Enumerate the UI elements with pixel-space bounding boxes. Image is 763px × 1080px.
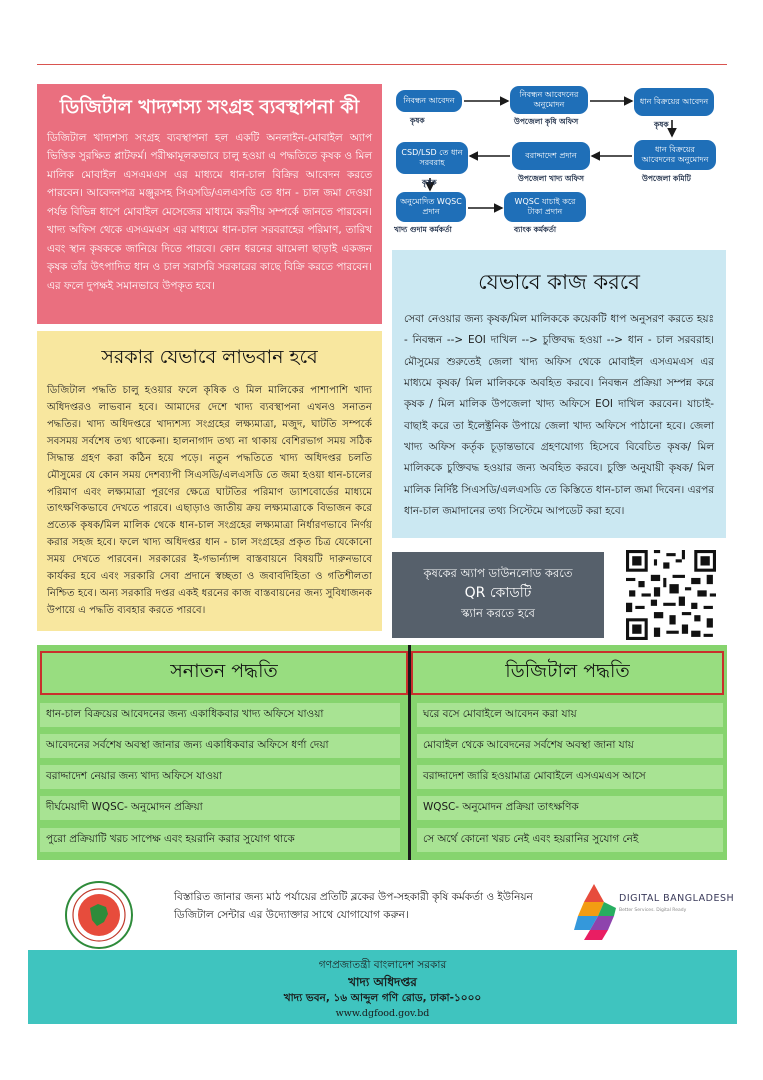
address: খাদ্য ভবন, ১৬ আব্দুল গণি রোড, ঢাকা-১০০০ (283, 992, 482, 1005)
how-it-works-body: সেবা নেওয়ার জন্য কৃষক/মিল মালিককে কয়েকটি ধাপ অনুসরণ করতে হয়ঃ - নিবন্ধন --> EOI দাখিল --> চুক্তিবদ্ধ হওয়া --> ধান - চাল সরবরাহ। মৌসুমের শুরুতেই জেলা খাদ্য অফিস থেকে মোবাইল এসএমএস এর মাধ্যমে কৃষক/ মিল মালিককে অবহিত করবে। নিবন্ধন প্রক্রিয়া সম্পন্ন করে কৃষক / মিল মালিক উপজেলা খাদ্য অফিসে EOI দাখিল করবেন। যাচাই-বাছাই করে তা ইলেক্ট্রনিক উপায়ে জেলা খাদ্য অফিসে পাঠানো হবে। জেলা খাদ্য অফিস কর্তৃক চূড়ান্তভাবে গ্রহণযোগ্য হিসেবে বিবেচিত কৃষক/ মিল মালিককে চুক্তিবদ্ধ হওয়ার জন্য অবহিত করবে। চুক্তি অনুযায়ী কৃষক/ মিল মালিক নির্দিষ্ট সিএসডি/এলএসডি তে কিস্তিতে ধান-চাল জমা দিবেন। এরপর ধান-চাল জমাদানের তথ্য সিস্টেমে আপডেট করা হবে। (404, 313, 714, 517)
comparison-table (37, 645, 727, 860)
govt-benefit-body: ডিজিটাল পদ্ধতি চালু হওয়ার ফলে কৃষিক ও মিল মালিকের পাশাপাশি খাদ্য অধিদপ্তরও লাভবান হবে। আমাদের দেশে খাদ্য ব্যবস্থাপনা এখনও সনাতন পদ্ধতির। খাদ্য অধিদপ্তরে খাদ্যশস্য সংগ্রহের লক্ষ্যমাত্রা, মজুদ, ঘাটতি সম্পর্কে সবসময় সর্বশেষ তথ্য থাকেনা। হালনাগাদ তথ্য না থাকায় বেশিরভাগ সময় সঠিক সিদ্ধান্ত গ্রহণ করা কঠিন হয়ে পড়ে। নতুন পদ্ধতিতে খাদ্য অধিদপ্তর চলতি মৌসুমের যে কোন সময় দেশব্যাপী সিএসডি/এলএসডি তে জমা হওয়া ধান-চালের পরিমাণ এবং লক্ষ্যমাত্রা পূরণের ক্ষেত্রে ঘাটতির পরিমাণ ড্যাশবোর্ডের মাধ্যমে তাৎক্ষণিকভাবে দেখতে পারবে। এছাড়াও জাতীয় ক্রয় লক্ষ্যমাত্রাকে বিভাজন করে প্রত্যেক কৃষক/মিল মালিক থেকে ধান-চাল সংগ্রহের লক্ষ্যমাত্রা নির্ধারণভাবে নির্ণয় করার সহজ হবে। ফলে খাদ্য অধিদপ্তর ধান - চাল সংগ্রহের প্রকৃত চিত্র যেকোনো সময় দেখতে পারবেন। সরকারের ই-গভার্ন্যান্স বাস্তবায়নে বিষয়টি দারুনভাবে কার্যকর হবে এবং সরকারি সেবা প্রদানে স্বচ্ছতা ও জবাবদিহিতা ও গতিশীলতা নিশ্চিত হবে। অন্য সরকারি দপ্তর একই ধরনের কাজ বাস্তবায়নের জন্য সুবিধাজনক উপায়ে এ পদ্ধতি ব্যবহার করতে পারবে। (47, 385, 372, 616)
what-is-body: ডিজিটাল খাদ্যশস্য সংগ্রহ ব্যবস্থাপনা হল একটি অনলাইন-মোবাইল অ্যাপ ভিত্তিক সুরক্ষিত প্লাটফর্ম। পরীক্ষামূলকভাবে চালু হওয়া এ পদ্ধতিতে কৃষক ও মিল মালিক মোবাইল এসএমএস এর মাধ্যমে ধান-চাল বিক্রির আবেদন করতে পারবেন। আবেদনপত্র মঞ্জুরসহ সিএসডি/এলএসডি তে ধান - চাল জমা দেওয়া পর্যন্ত বিভিন্ন ধাপে মোবাইল মেসেজের মাধ্যমে করণীয় সম্পর্কে জানতে পারবেন। খাদ্য অফিস থেকে এসএমএস এর মাধ্যমে ধান-চাল সরবরাহের পরিমাণ, তারিখ এবং স্থান কৃষককে জানিয়ে দিতে পারবে। কোন ধরনের ঝামেলা ছাড়াই একজন কৃষক তাঁর উৎপাদিত ধান ও চাল সরাসরি সরকারের কাছে বিক্রি করতে পারবেন। এর ফলে দুপক্ষই সমানভাবে উপকৃত হবে। (47, 131, 372, 292)
flow-label-farmer-1: কৃষক (410, 116, 425, 125)
digital-row: সে অর্থে কোনো খরচ নেই এবং হয়রানির সুযোগ নেই (417, 828, 723, 852)
flow-step-registration-approval: নিবন্ধন আবেদনের অনুমোদন (510, 86, 588, 114)
digital-row: WQSC- অনুমোদন প্রক্রিয়া তাৎক্ষণিক (417, 796, 723, 820)
flow-step-sale-approval: ধান বিক্রয়ের আবেদনের অনুমোদন (634, 140, 716, 170)
flow-label-farmer-3: কৃষক (422, 178, 437, 187)
top-divider (37, 64, 727, 65)
process-flow-diagram (392, 84, 726, 236)
govt-benefit-section (37, 331, 382, 631)
flow-step-allocation: বরাদ্দাদেশ প্রদান (512, 142, 590, 170)
digital-row: মোবাইল থেকে আবেদনের সর্বশেষ অবস্থা জানা যায় (417, 734, 723, 758)
flow-step-wqsc-issue: অনুমোদিত WQSC প্রদান (396, 192, 466, 222)
how-it-works-title: যেভাবে কাজ করবে (478, 270, 640, 294)
digital-method-title: ডিজিটাল পদ্ধতি (411, 651, 724, 695)
qr-code-icon[interactable] (616, 550, 726, 640)
digital-row: বরাদ্দাদেশ জারি হওয়ামাত্র মোবাইলে এসএমএস আসে (417, 765, 723, 789)
flow-step-wqsc-payment: WQSC যাচাই করে টাকা প্রদান (504, 192, 586, 222)
traditional-row: বরাদ্দাদেশ নেয়ার জন্য খাদ্য অফিসে যাওয়া (40, 765, 400, 789)
contact-note: বিস্তারিত জানার জন্য মাঠ পর্যায়ের প্রতিটি ব্লকের উপ-সহকারী কৃষি কর্মকর্তা ও ইউনিয়ন ডিজিটাল সেন্টার এর উদ্যোক্তার সাথে যোগাযোগ করুন। (174, 891, 533, 922)
what-is-section (37, 84, 382, 324)
govt-name: গণপ্রজাতন্ত্রী বাংলাদেশ সরকার (318, 959, 447, 971)
flow-label-agri-office: উপজেলা কৃষি অফিস (514, 117, 579, 126)
digital-bangladesh-tagline: Better Services. Digital Ready (619, 908, 687, 913)
flow-step-sale-apply: ধান বিক্রয়ের আবেদন (634, 88, 714, 116)
bottom-bar (28, 950, 737, 1024)
flow-label-warehouse-officer: খাদ্য গুদাম কর্মকর্তা (394, 225, 452, 234)
flow-label-food-office: উপজেলা খাদ্য অফিস (518, 174, 584, 183)
traditional-method-title: সনাতন পদ্ধতি (40, 651, 408, 695)
qr-line-3: স্ক্যান করতে হবে (461, 605, 535, 620)
qr-line-1: কৃষকের অ্যাপ ডাউনলোড করতে (423, 566, 573, 580)
traditional-row: পুরো প্রক্রিয়াটি খরচ সাপেক্ষ এবং হয়রানি করার সুযোগ থাকে (40, 828, 400, 852)
qr-instruction-box (392, 552, 604, 638)
digital-bangladesh-title: DIGITAL BANGLADESH (619, 893, 735, 904)
govt-benefit-title: সরকার যেভাবে লাভবান হবে (101, 346, 318, 368)
directorate-name: খাদ্য অধিদপ্তর (348, 974, 417, 989)
flow-label-upazila-committee: উপজেলা কমিটি (642, 174, 691, 183)
digital-row: ঘরে বসে মোবাইলে আবেদন করা যায় (417, 703, 723, 727)
traditional-row: আবেদনের সর্বশেষ অবস্থা জানার জন্য একাধিকবার অফিসে ধর্ণা দেয়া (40, 734, 400, 758)
traditional-row: দীর্ঘমেয়াদী WQSC- অনুমোদন প্রক্রিয়া (40, 796, 400, 820)
flow-label-farmer-2: কৃষক (654, 120, 669, 129)
how-it-works-section (392, 250, 726, 538)
flow-step-registration-apply: নিবন্ধন আবেদন (396, 90, 462, 112)
qr-line-2: QR কোডটি (464, 584, 532, 601)
govt-emblem-icon (64, 880, 134, 950)
what-is-title: ডিজিটাল খাদ্যশস্য সংগ্রহ ব্যবস্থাপনা কী (59, 96, 360, 118)
flow-label-bank-officer: ব্যাংক কর্মকর্তা (514, 225, 557, 234)
website-link[interactable]: www.dgfood.gov.bd (335, 1007, 430, 1019)
traditional-row: ধান-চাল বিক্রয়ের আবেদনের জন্য একাধিকবার খাদ্য অফিসে যাওয়া (40, 703, 400, 727)
flow-step-csd-supply: CSD/LSD তে ধান সরবরাহ (396, 142, 468, 174)
